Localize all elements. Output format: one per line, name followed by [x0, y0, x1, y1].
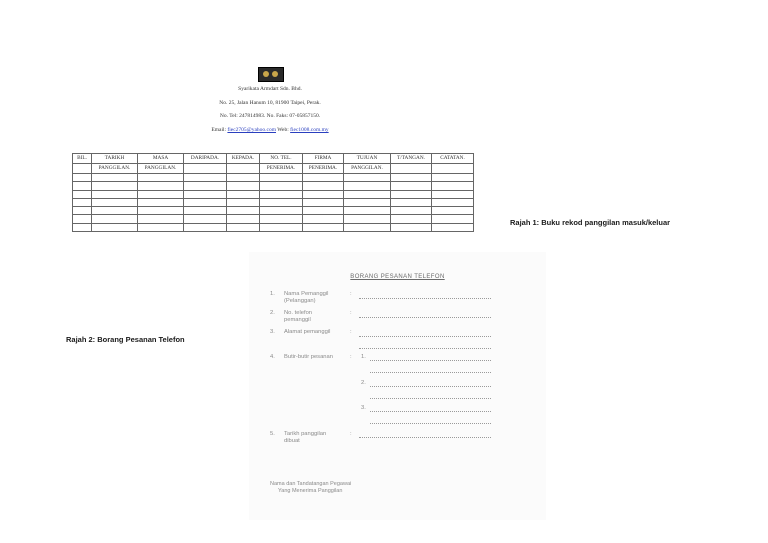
table-cell[interactable]	[344, 190, 391, 198]
item-5-sublabel: dibuat	[284, 438, 300, 444]
company-email-web	[160, 127, 380, 133]
item-4-colon: :	[350, 354, 352, 360]
table-cell[interactable]	[260, 223, 303, 231]
table-cell[interactable]	[184, 198, 227, 206]
item-1-label: Nama Pemanggil	[284, 291, 329, 297]
table-cell[interactable]	[260, 190, 303, 198]
item-1-answer-line[interactable]	[359, 298, 491, 299]
table-cell[interactable]	[344, 174, 391, 182]
table-cell[interactable]	[432, 182, 474, 190]
item-3-colon: :	[350, 329, 352, 335]
table-header-row-2	[73, 164, 474, 174]
table-cell[interactable]	[391, 198, 432, 206]
signature-label-line-2: Yang Menerima Panggilan	[278, 488, 343, 494]
table-cell[interactable]	[138, 207, 184, 215]
table-cell[interactable]	[92, 215, 138, 223]
column-header: TARIKH	[92, 154, 138, 164]
table-cell[interactable]	[344, 215, 391, 223]
form-title: BORANG PESANAN TELEFON	[350, 274, 445, 280]
item-5-number: 5.	[270, 431, 275, 437]
table-cell[interactable]	[432, 174, 474, 182]
table-cell[interactable]	[344, 182, 391, 190]
email-link[interactable]: fiec2705@yahoo.com	[227, 127, 276, 133]
table-cell[interactable]	[303, 215, 344, 223]
table-cell[interactable]	[260, 198, 303, 206]
column-header-line-2: PANGGILAN.	[344, 164, 391, 174]
table-row	[73, 182, 474, 190]
item-4-sub-1-number: 1.	[361, 354, 366, 360]
table-cell[interactable]	[303, 174, 344, 182]
item-5-label: Tarikh panggilan	[284, 431, 327, 437]
table-cell[interactable]	[138, 198, 184, 206]
table-cell[interactable]	[73, 207, 92, 215]
table-cell[interactable]	[227, 182, 260, 190]
item-4-sub-2-line-2[interactable]	[370, 398, 491, 399]
column-header-line-2	[227, 164, 260, 174]
table-cell[interactable]	[260, 207, 303, 215]
table-cell[interactable]	[227, 215, 260, 223]
table-cell[interactable]	[303, 223, 344, 231]
item-5-answer-line[interactable]	[359, 437, 491, 438]
table-cell[interactable]	[92, 190, 138, 198]
telephone-message-form	[249, 252, 546, 520]
column-header: T/TANGAN.	[391, 154, 432, 164]
table-cell[interactable]	[184, 207, 227, 215]
item-4-sub-1-line[interactable]	[370, 360, 491, 361]
table-cell[interactable]	[260, 215, 303, 223]
item-4-label: Butir-butir pesanan	[284, 354, 333, 360]
table-row	[73, 190, 474, 198]
item-2-answer-line[interactable]	[359, 317, 491, 318]
table-cell[interactable]	[260, 174, 303, 182]
table-row	[73, 207, 474, 215]
table-header-row-1	[73, 154, 474, 164]
table-cell[interactable]	[138, 190, 184, 198]
table-cell[interactable]	[344, 198, 391, 206]
table-cell[interactable]	[432, 223, 474, 231]
table-cell[interactable]	[73, 174, 92, 182]
column-header: FIRMA	[303, 154, 344, 164]
table-cell[interactable]	[138, 174, 184, 182]
table-cell[interactable]	[260, 182, 303, 190]
table-cell[interactable]	[227, 207, 260, 215]
item-3-answer-line[interactable]	[359, 336, 491, 337]
column-header: KEPADA.	[227, 154, 260, 164]
email-label: Email:	[211, 127, 227, 133]
column-header-line-2	[391, 164, 432, 174]
table-cell[interactable]	[432, 190, 474, 198]
table-cell[interactable]	[73, 198, 92, 206]
table-cell[interactable]	[73, 190, 92, 198]
column-header: DARIPADA.	[184, 154, 227, 164]
table-cell[interactable]	[227, 190, 260, 198]
table-cell[interactable]	[303, 190, 344, 198]
table-cell[interactable]	[432, 215, 474, 223]
table-cell[interactable]	[184, 174, 227, 182]
column-header-line-2: PENERIMA.	[260, 164, 303, 174]
item-4-sub-2-number: 2.	[361, 380, 366, 386]
column-header: NO. TEL.	[260, 154, 303, 164]
table-cell[interactable]	[344, 207, 391, 215]
item-1-colon: :	[350, 291, 352, 297]
item-1-sublabel: (Pelanggan)	[284, 298, 316, 304]
item-4-sub-3-number: 3.	[361, 405, 366, 411]
table-cell[interactable]	[344, 223, 391, 231]
table-cell[interactable]	[184, 182, 227, 190]
table-row	[73, 174, 474, 182]
item-2-label: No. telefon	[284, 310, 313, 316]
company-name: Syarikata Armdart Sdn. Bhd.	[238, 86, 302, 92]
table-cell[interactable]	[138, 223, 184, 231]
item-4-sub-3-line-2[interactable]	[370, 423, 491, 424]
table-cell[interactable]	[92, 207, 138, 215]
column-header-line-2: PANGGILAN.	[92, 164, 138, 174]
table-row	[73, 215, 474, 223]
signature-label-line-1: Nama dan Tandatangan Pegawai	[270, 481, 352, 487]
table-cell[interactable]	[391, 215, 432, 223]
item-2-colon: :	[350, 310, 352, 316]
table-cell[interactable]	[227, 223, 260, 231]
table-cell[interactable]	[138, 182, 184, 190]
table-cell[interactable]	[73, 223, 92, 231]
table-cell[interactable]	[303, 207, 344, 215]
table-cell[interactable]	[227, 174, 260, 182]
table-cell[interactable]	[227, 198, 260, 206]
item-3-answer-line-2[interactable]	[359, 348, 491, 349]
column-header-line-2	[73, 164, 92, 174]
column-header-line-2: PANGGILAN.	[138, 164, 184, 174]
call-log-table	[72, 153, 474, 232]
table-cell[interactable]	[184, 223, 227, 231]
item-4-number: 4.	[270, 354, 275, 360]
table-cell[interactable]	[391, 174, 432, 182]
table-cell[interactable]	[391, 190, 432, 198]
table-row	[73, 223, 474, 231]
table-row	[73, 198, 474, 206]
column-header-line-2	[432, 164, 474, 174]
item-3-number: 3.	[270, 329, 275, 335]
table-cell[interactable]	[92, 182, 138, 190]
item-4-sub-1-line-2[interactable]	[370, 372, 491, 373]
web-link[interactable]: fiec1008.com.my	[290, 127, 329, 133]
table-cell[interactable]	[391, 223, 432, 231]
item-4-sub-3-line[interactable]	[370, 411, 491, 412]
table-cell[interactable]	[391, 182, 432, 190]
item-1-number: 1.	[270, 291, 275, 297]
column-header: CATATAN.	[432, 154, 474, 164]
column-header-line-2	[184, 164, 227, 174]
item-3-label: Alamat pemanggil	[284, 329, 331, 335]
table-cell[interactable]	[73, 215, 92, 223]
table-cell[interactable]	[92, 198, 138, 206]
caption-rajah-1: Rajah 1: Buku rekod panggilan masuk/keluar	[510, 218, 671, 227]
column-header-line-2: PENERIMA.	[303, 164, 344, 174]
table-cell[interactable]	[303, 198, 344, 206]
table-cell[interactable]	[303, 182, 344, 190]
table-cell[interactable]	[391, 207, 432, 215]
company-logo	[258, 67, 284, 82]
column-header: BIL.	[73, 154, 92, 164]
table-cell[interactable]	[432, 198, 474, 206]
company-phone-fax: No. Tel: 247814983. No. Faks: 07-05857150.	[219, 113, 321, 119]
table-cell[interactable]	[92, 223, 138, 231]
item-2-sublabel: pemanggil	[284, 317, 311, 323]
caption-rajah-2: Rajah 2: Borang Pesanan Telefon	[66, 335, 185, 344]
column-header: TUJUAN	[344, 154, 391, 164]
item-2-number: 2.	[270, 310, 275, 316]
table-cell[interactable]	[138, 215, 184, 223]
item-4-sub-2-line[interactable]	[370, 386, 491, 387]
company-address: No. 25, Jalan Hanum 10, 81900 Taipei, Perak.	[219, 100, 321, 106]
column-header: MASA	[138, 154, 184, 164]
table-cell[interactable]	[184, 190, 227, 198]
table-cell[interactable]	[432, 207, 474, 215]
table-cell[interactable]	[73, 182, 92, 190]
table-cell[interactable]	[92, 174, 138, 182]
item-5-colon: :	[350, 431, 352, 437]
table-cell[interactable]	[184, 215, 227, 223]
web-label: Web:	[277, 127, 289, 133]
